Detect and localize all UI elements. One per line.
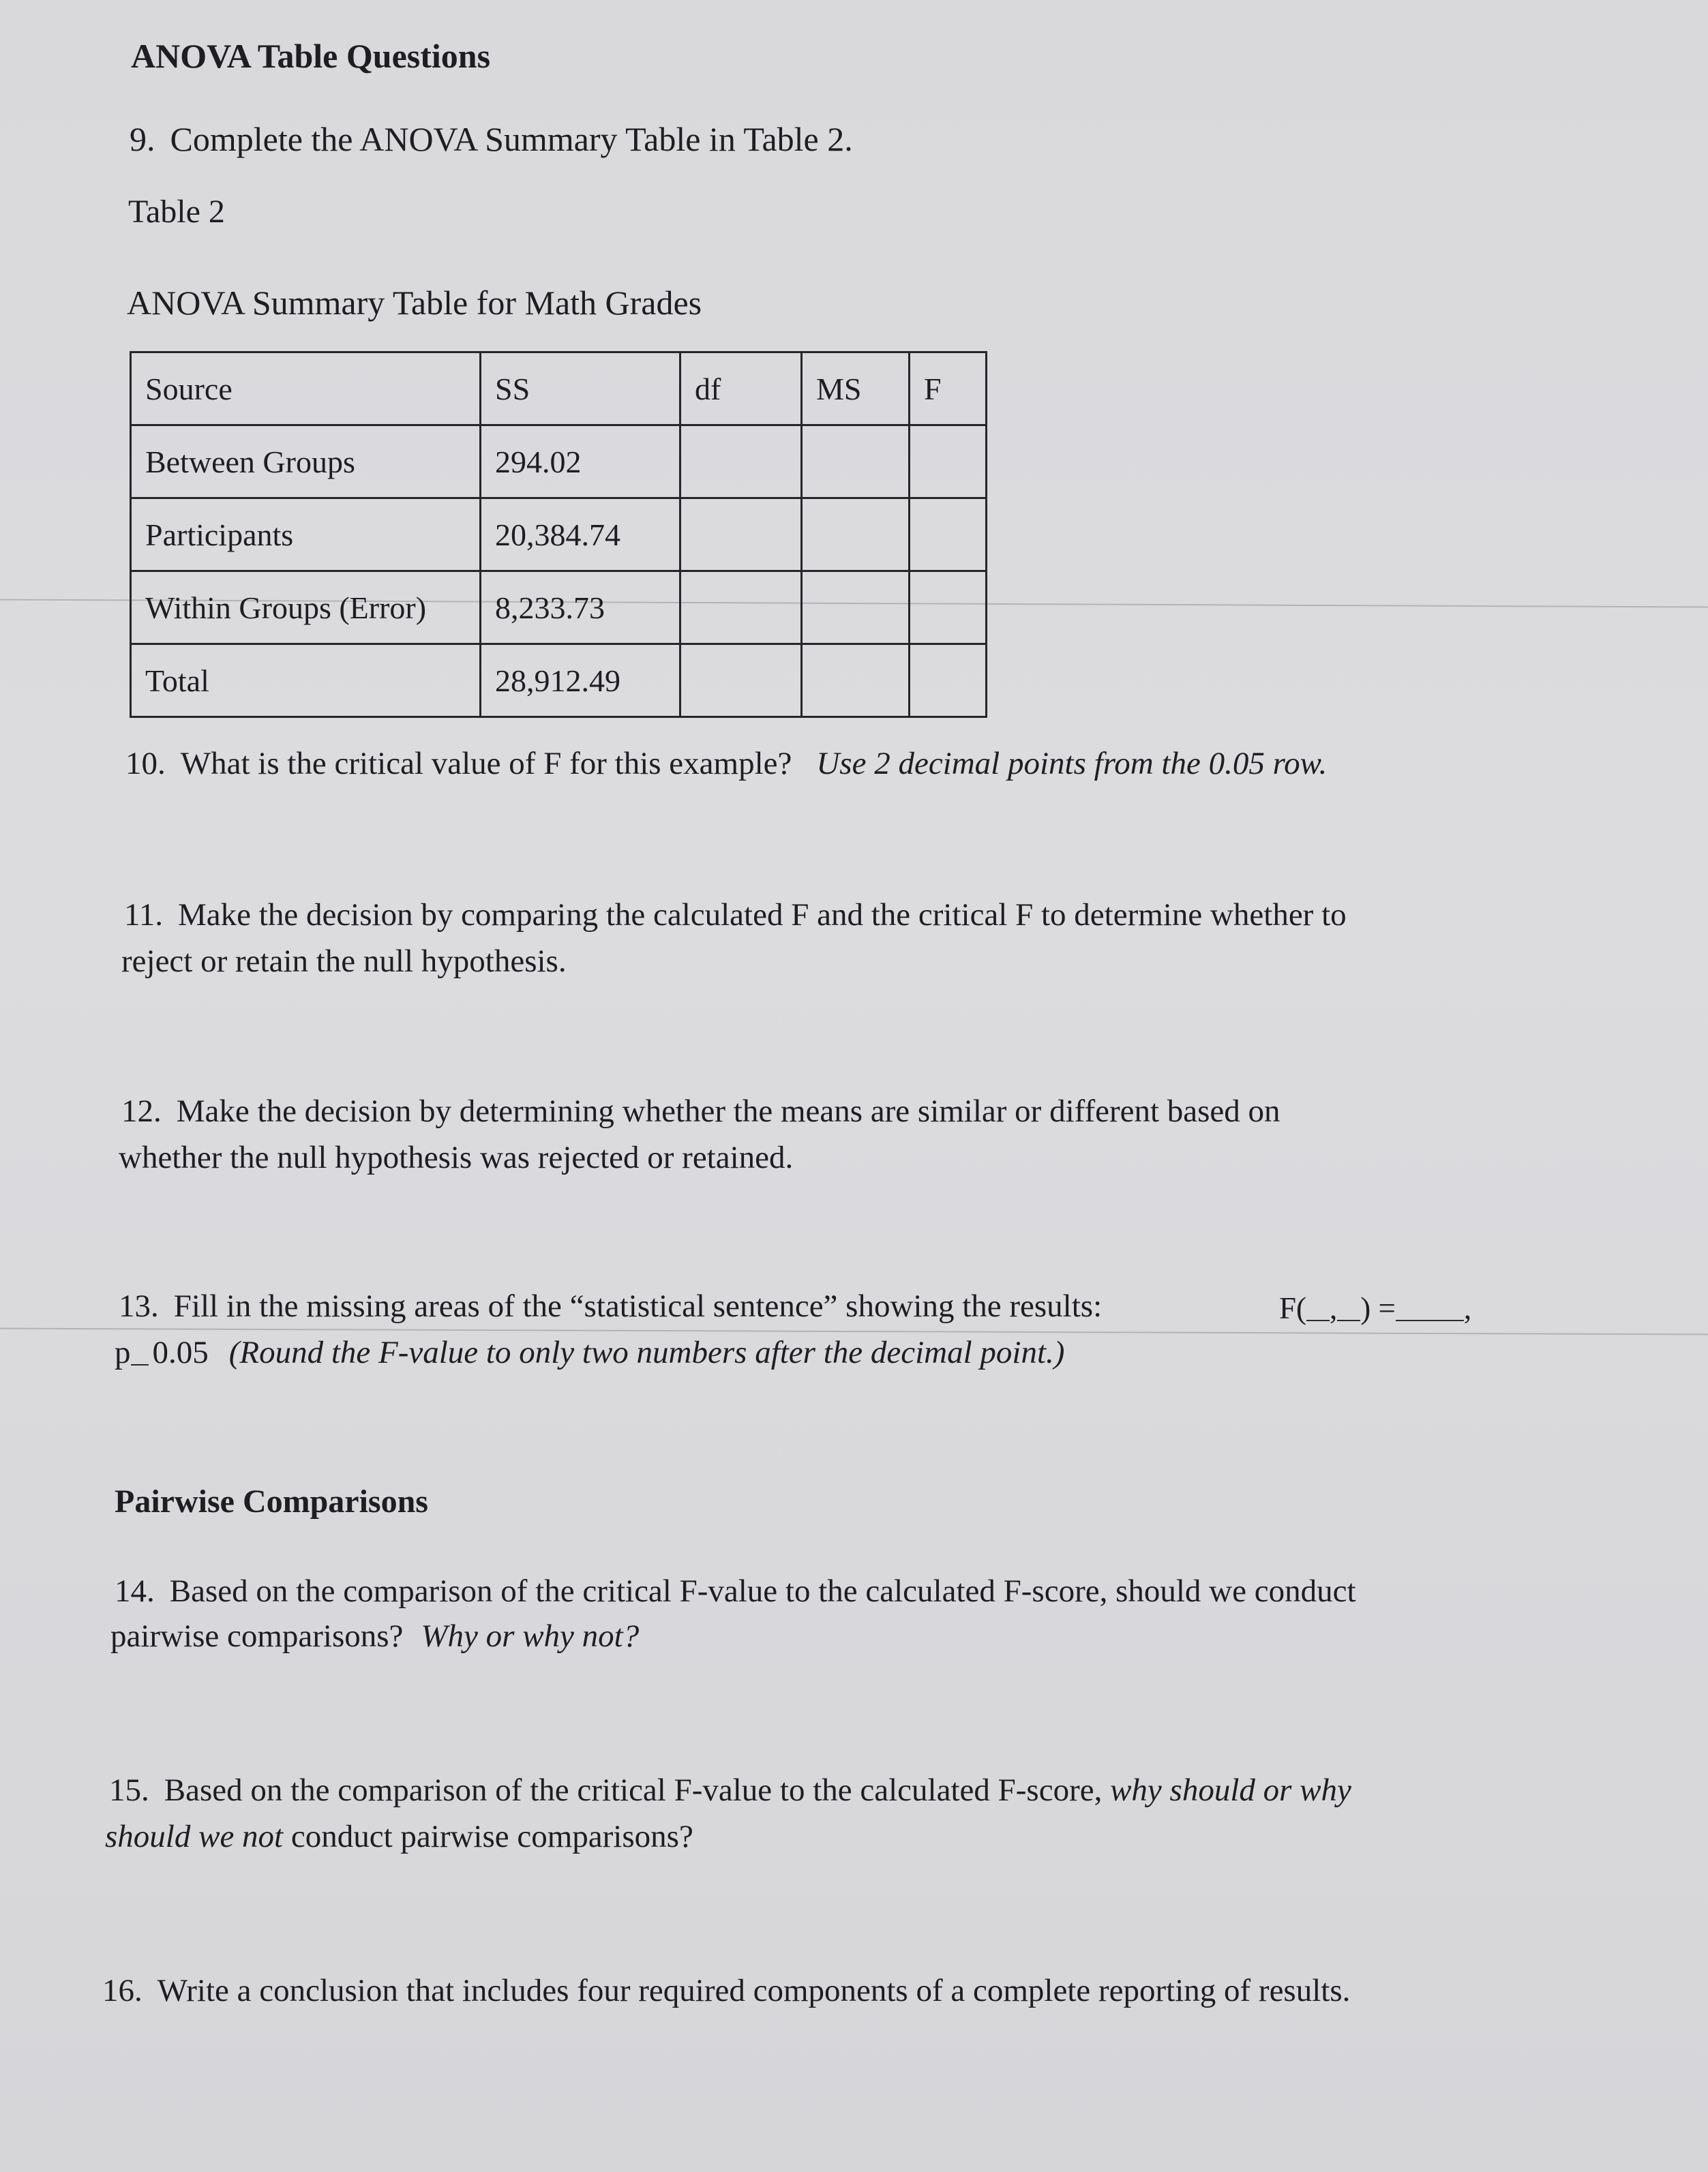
cell-f <box>910 571 987 644</box>
cell-f <box>910 644 987 717</box>
header-cell-ss: SS <box>481 352 680 425</box>
section-heading: Pairwise Comparisons <box>115 1483 428 1520</box>
table-header-row <box>131 352 987 425</box>
cell-ms <box>802 571 910 644</box>
question-16 <box>102 1970 1350 2012</box>
statistical-sentence <box>1279 1288 1471 1329</box>
question-13-line-2 <box>115 1332 1064 1374</box>
question-text: Complete the ANOVA Summary Table in Table 2. <box>170 120 853 158</box>
cell-df <box>680 571 802 644</box>
cell-f <box>910 498 987 571</box>
question-15-line-2 <box>105 1816 693 1858</box>
question-number: 13. <box>119 1288 159 1324</box>
question-text: pairwise comparisons? <box>110 1618 404 1654</box>
f-value-blank[interactable] <box>1396 1289 1464 1321</box>
page-heading: ANOVA Table Questions <box>131 37 491 75</box>
question-text: conduct pairwise comparisons? <box>290 1819 693 1854</box>
cell-ss: 28,912.49 <box>481 644 680 717</box>
question-12-line-2: whether the null hypothesis was rejected or retained. <box>119 1140 794 1175</box>
question-number: 14. <box>115 1573 155 1609</box>
table-label: Table 2 <box>128 194 225 230</box>
question-emphasis: should we not <box>105 1819 284 1854</box>
question-number: 15. <box>109 1773 149 1808</box>
cell-df <box>680 498 802 571</box>
question-14-line-1 <box>115 1571 1356 1612</box>
table-row <box>131 425 987 498</box>
cell-ss: 294.02 <box>481 425 680 498</box>
question-number: 16. <box>102 1973 143 2008</box>
p-label: p <box>115 1335 131 1370</box>
table-row <box>131 498 987 571</box>
question-text: Based on the comparison of the critical F-value to the calculated F-score, <box>164 1773 1103 1808</box>
header-cell-source: Source <box>131 352 481 425</box>
cell-ss: 20,384.74 <box>481 498 680 571</box>
f-open-text: F( <box>1279 1291 1307 1325</box>
question-text: What is the critical value of F for this example? <box>180 746 792 781</box>
question-number: 11. <box>124 897 164 933</box>
cell-ms <box>802 498 910 571</box>
cell-source: Total <box>131 644 481 717</box>
cell-df <box>680 644 802 717</box>
cell-ms <box>802 425 910 498</box>
anova-summary-table <box>130 351 987 718</box>
header-cell-f: F <box>910 352 987 425</box>
question-emphasis: why should or why <box>1110 1773 1351 1808</box>
p-comparison-blank[interactable] <box>131 1332 149 1366</box>
f-close-text: ) = <box>1360 1291 1396 1325</box>
cell-ms <box>802 644 910 717</box>
header-cell-ms: MS <box>802 352 910 425</box>
question-number: 10. <box>125 746 166 781</box>
question-11-line-2: reject or retain the null hypothesis. <box>121 944 567 979</box>
question-note: Why or why not? <box>421 1618 640 1654</box>
f-end-text: , <box>1463 1291 1472 1325</box>
question-15-line-1 <box>109 1770 1351 1811</box>
question-14-line-2 <box>110 1616 639 1657</box>
cell-source: Between Groups <box>131 425 481 498</box>
question-text: Make the decision by determining whether the means are similar or different based on <box>176 1093 1280 1129</box>
question-10 <box>125 743 1327 785</box>
question-text: Make the decision by comparing the calculated F and the critical F to determine whether to <box>178 897 1347 933</box>
cell-df <box>680 425 802 498</box>
table-row <box>131 644 987 717</box>
question-note: Use 2 decimal points from the 0.05 row. <box>816 746 1328 781</box>
question-text: Fill in the missing areas of the “statistical sentence” showing the results: <box>173 1288 1103 1324</box>
df-between-blank[interactable] <box>1306 1289 1330 1321</box>
cell-source: Participants <box>131 498 481 571</box>
f-separator-text: , <box>1330 1291 1338 1325</box>
question-note: (Round the F-value to only two numbers after the decimal point.) <box>228 1335 1065 1370</box>
cell-ss: 8,233.73 <box>481 571 680 644</box>
df-within-blank[interactable] <box>1337 1289 1360 1321</box>
table-row <box>131 571 987 644</box>
question-text: Write a conclusion that includes four required components of a complete reporting of results. <box>157 1973 1351 2008</box>
question-number: 9. <box>130 120 155 158</box>
table-title: ANOVA Summary Table for Math Grades <box>127 284 702 322</box>
question-13-line-1 <box>119 1286 1102 1327</box>
question-number: 12. <box>121 1093 162 1129</box>
p-value: 0.05 <box>152 1335 209 1370</box>
question-9 <box>130 117 853 162</box>
question-12-line-1 <box>121 1091 1280 1132</box>
cell-source: Within Groups (Error) <box>131 571 481 644</box>
question-11-line-1 <box>124 894 1347 936</box>
cell-f <box>910 425 987 498</box>
question-text: Based on the comparison of the critical F-value to the calculated F-score, should we conduct <box>169 1573 1356 1609</box>
header-cell-df: df <box>680 352 802 425</box>
